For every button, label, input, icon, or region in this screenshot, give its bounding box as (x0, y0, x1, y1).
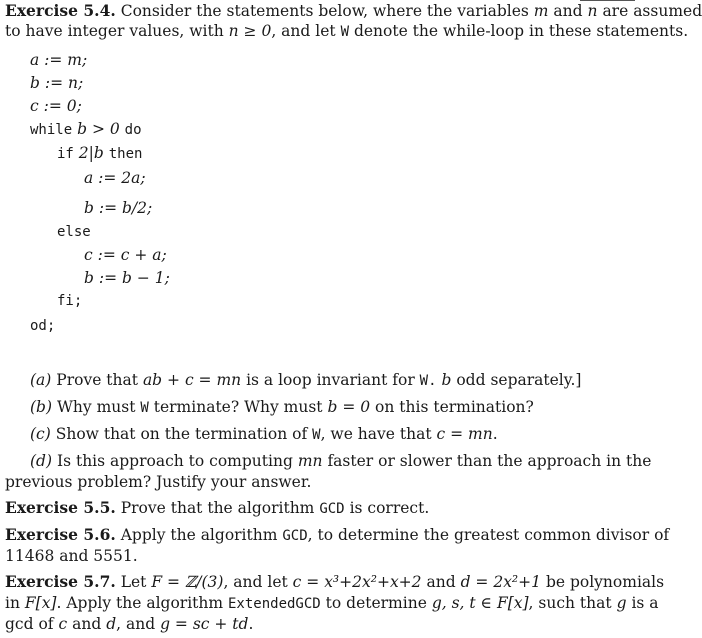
ex54-text1b: are assumed (602, 2, 702, 20)
ex54-and: and (553, 2, 583, 20)
part-d-text2: faster or slower than the approach in the (327, 452, 652, 470)
part-a-text1: Prove that (56, 371, 138, 389)
part-c-text3: . (492, 425, 498, 443)
ex54-m: m (533, 2, 549, 20)
ex57-vars: g, s, t ∈ F[x] (431, 594, 529, 612)
ex57-g: g (616, 594, 627, 612)
ex57-text6: . Apply the algorithm (56, 594, 224, 612)
ex54-text2c: denote the while-loop in these statements. (353, 22, 689, 40)
ex56-alg: GCD (282, 528, 308, 544)
ex56-label: Exercise 5.6. (5, 525, 116, 544)
part-a-b: b (441, 371, 452, 389)
code-line-10: b := b − 1; (84, 269, 170, 287)
ex57-label: Exercise 5.7. (5, 572, 116, 591)
if-keyword: if (57, 146, 74, 162)
code-line-3: c := 0; (30, 97, 82, 115)
code-line-2: b := n; (30, 74, 84, 92)
part-b-label: (b) (30, 398, 53, 416)
ex57-line1 (5, 572, 665, 592)
fi-keyword: fi; (57, 293, 83, 309)
part-c-text2: , we have that (320, 425, 432, 443)
part-a-text2: is a loop invariant for (246, 371, 415, 389)
ex57-text1: Let (120, 573, 147, 591)
ex57-text9: is a (631, 594, 659, 612)
do-keyword: do (124, 122, 142, 138)
part-c-text1: Show that on the termination of (55, 425, 308, 443)
ex55-alg: GCD (319, 501, 345, 517)
ex57-c: c (58, 615, 68, 633)
ex54-text2: to have integer values, with (5, 22, 224, 40)
ex57-text5: in (5, 594, 20, 612)
part-d-text1: Is this approach to computing (56, 452, 293, 470)
part-a-text3: odd separately.] (456, 371, 582, 389)
code-line-while (30, 119, 142, 140)
part-b (30, 397, 534, 418)
ex54-cond: n ≥ 0 (228, 22, 272, 40)
part-b-text2: terminate? Why must (153, 398, 323, 416)
ex54-line2 (5, 21, 688, 42)
ex56-line2: 11468 and 5551. (5, 547, 138, 565)
part-c-label: (c) (30, 425, 51, 443)
ex57-alg: ExtendedGCD (228, 596, 321, 612)
ex57-d-poly: d = 2x²+1 (460, 573, 541, 591)
part-b-text3: on this termination? (375, 398, 534, 416)
else-keyword: else (57, 224, 91, 240)
ex57-text13: . (248, 615, 254, 633)
ex55-text2: is correct. (349, 499, 430, 517)
while-keyword: while (30, 122, 73, 138)
ex56-line1 (5, 525, 670, 546)
ex54-line1 (5, 1, 702, 21)
ex54-text1: Consider the statements below, where the variables (120, 2, 529, 20)
while-condition: b > 0 (77, 120, 120, 138)
part-a-math: ab + c = mn (142, 371, 242, 389)
ex54-w: W (340, 24, 349, 40)
part-a-label: (a) (30, 371, 52, 389)
ex57-text10: gcd of (5, 615, 54, 633)
part-c-w: W (312, 427, 321, 443)
ex57-text8: , such that (528, 594, 612, 612)
part-b-w: W (140, 400, 149, 416)
code-line-1: a := m; (30, 51, 88, 69)
part-b-math: b = 0 (327, 398, 371, 416)
code-line-7: b := b/2; (84, 199, 153, 217)
ex57-text7: to determine (325, 594, 427, 612)
part-a-w: W. (419, 373, 437, 389)
ex54-n: n (587, 2, 598, 20)
ex55-text1: Prove that the algorithm (120, 499, 315, 517)
ex57-Fx: F[x] (24, 594, 57, 612)
ex57-eq: g = sc + td (160, 615, 249, 633)
part-b-text1: Why must (56, 398, 136, 416)
ex56-text1: Apply the algorithm (120, 526, 278, 544)
ex57-line3 (5, 614, 253, 634)
then-keyword: then (108, 146, 143, 162)
part-d-line2: previous problem? Justify your answer. (5, 473, 312, 491)
ex55 (5, 498, 429, 519)
part-c (30, 424, 498, 445)
ex57-c-poly: c = x³+2x²+x+2 (292, 573, 422, 591)
ex57-line2 (5, 593, 659, 614)
ex57-d: d (106, 615, 117, 633)
od-keyword: od; (30, 318, 56, 334)
ex54-text2b: , and let (271, 22, 336, 40)
part-c-math: c = mn (436, 425, 493, 443)
ex54-label: Exercise 5.4. (5, 1, 116, 20)
ex55-label: Exercise 5.5. (5, 498, 116, 517)
part-a (30, 370, 581, 391)
if-condition: 2|b (78, 144, 104, 162)
ex57-text11: and (72, 615, 102, 633)
ex57-text2: , and let (223, 573, 288, 591)
ex57-text3: and (426, 573, 456, 591)
code-line-6: a := 2a; (84, 169, 146, 187)
code-line-9: c := c + a; (84, 246, 167, 264)
code-line-if (57, 143, 142, 164)
part-d-line1 (30, 451, 652, 471)
ex57-text12: , and (116, 615, 156, 633)
ex56-text2: , to determine the greatest common divisor of (307, 526, 670, 544)
part-d-label: (d) (30, 452, 53, 470)
part-d-math: mn (297, 452, 323, 470)
ex57-field: F = ℤ/(3) (151, 573, 224, 591)
ex57-text4: be polynomials (545, 573, 665, 591)
